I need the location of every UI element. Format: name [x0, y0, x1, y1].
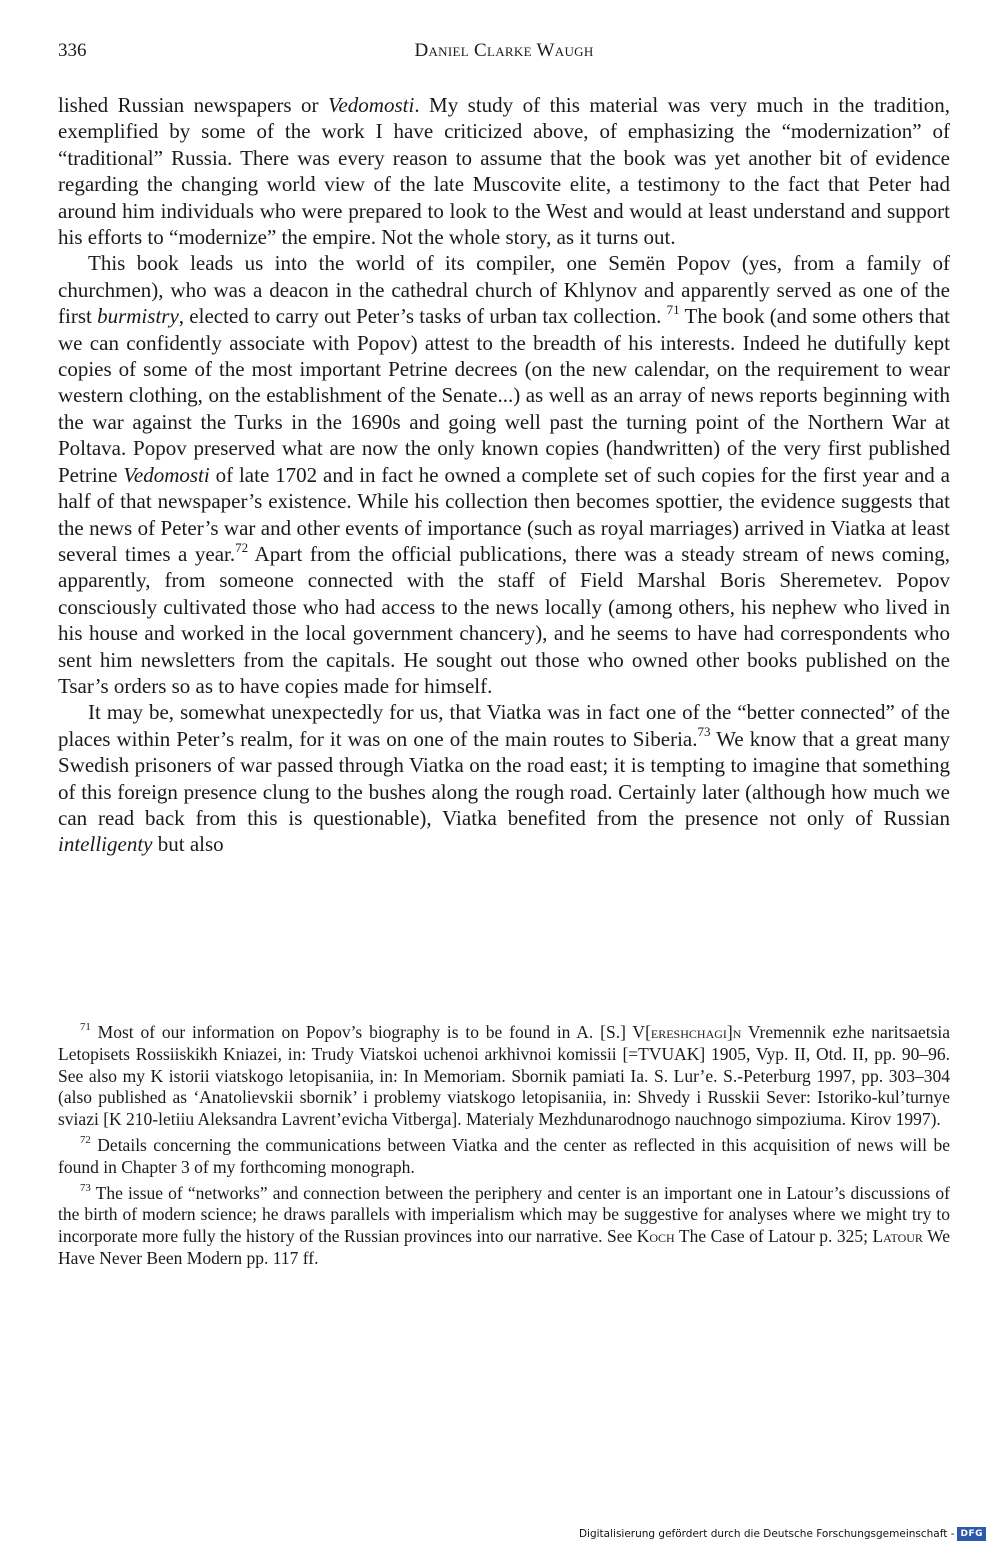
italic-term: Vedomosti — [327, 93, 415, 117]
footnote-71: $^{71}$ Most of our information on Popov’s biography is to be found in A. [S.] V[ereshchagi]n Vremennik ezhe naritsaetsia Letopisets Rossiiskikh Kniazei, in: Trudy Viatskoi uchenoi arkhivnoi komissii [=TVUAK] 1905, Vyp. II, Otd. II, pp. 90–96. See also my K istorii viatskogo letopisaniia, in: In Memoriam. Sbornik pamiati Ia. S. Lur’e. S.-Peterburg 1997, pp. 303–304 (also published as ‘Anatolievskii sbornik’ i problemy viatskogo letopisaniia, in: Shvedy i Russkii Sever: Istoriko-kul’turnye sviazi [K 210-letiiu Aleksandra Lavrent’evicha Vitberga]. Materialy Mezhdunarodnogo nauchnogo simpoziuma. Kirov 1997). — [58, 1021, 951, 1130]
paragraph-3: It may be, somewhat unexpectedly for us, that Viatka was in fact one of the “better connected” of the places within Peter’s realm, for it was on one of the main routes to Siberia.$^{73}$ We know that a great many Swedish prisoners of war passed through Viatka on the road east; it is tempting to imagine that something of this foreign presence clung to the bushes along the rough road. Certainly later (although how much we can read back from this is questionable), Viatka benefited from the presence not only of Russian intelligenty but also — [58, 700, 950, 857]
footnote-ref-71[interactable]: 71 — [666, 301, 680, 317]
footnote-ref-72[interactable]: 72 — [235, 539, 249, 555]
body-text — [58, 92, 950, 858]
dfg-logo-icon: DFG — [957, 1527, 986, 1541]
italic-term: burmistry — [97, 304, 179, 329]
stamp-text: Digitalisierung gefördert durch die Deutsche Forschungsgemeinschaft - — [578, 1528, 955, 1540]
footnotes — [58, 1022, 950, 1274]
footnote-72: $^{72}$ Details concerning the communications between Viatka and the center as reflected in this acquisition of news will be found in Chapter 3 of my forthcoming monograph. — [58, 1134, 950, 1177]
footnote-number: 73 — [80, 1181, 91, 1194]
small-caps-text: [ereshchagi]n — [645, 1022, 742, 1042]
page-header — [58, 40, 950, 70]
paragraph-1: lished Russian newspapers or Vedomosti. My study of this material was very much in the tradition, exemplified by some of the work I have criticized above, of emphasizing the “modernization” of “traditional” Russia. There was every reason to assume that the book was yet another bit of evidence regarding the changing world view of the late Muscovite elite, a testimony to the fact that Peter had around him individuals who were prepared to look to the West and would at least understand and support his efforts to “modernize” the empire. Not the whole story, as it turns out. — [58, 93, 950, 250]
footnote-number: 71 — [80, 1021, 91, 1034]
page-number: 336 — [58, 40, 87, 61]
italic-term: intelligenty — [58, 832, 153, 857]
small-caps-author: Latour — [872, 1226, 923, 1247]
digitization-stamp — [579, 1527, 986, 1541]
paragraph-2: This book leads us into the world of its compiler, one Semën Popov (yes, from a family of churchmen), who was a deacon in the cathedral church of Khlynov and apparently served as one of the first burmistry, elected to carry out Peter’s tasks of urban tax collection. $^{71}$ The book (and some others that we can confidently associate with Popov) attest to the breadth of his interests. Indeed he dutifully kept copies of some of the most important Petrine decrees (on the new calendar, on the requirement to wear western clothing, on the establishment of the Senate...) as well as an array of news reports beginning with the war against the Turks in the 1690s and going well past the turning point of the Northern War at Poltava. Popov preserved what are now the only known copies (handwritten) of the very first published Petrine Vedomosti of late 1702 and in fact he owned a complete set of such copies for the first year and a half of that newspaper’s existence. While his collection then becomes spottier, the evidence suggests that the news of Peter’s war and other events of importance (such as royal marriages) arrived in Viatka at least several times a year.$^{72}$ Apart from the official publications, there was a steady stream of news coming, apparently, from someone connected with the staff of Field Marshal Boris Sheremetev. Popov consciously cultivated those who had access to the news locally (among others, his nephew who lived in his house and worked in the local government chancery), and he seems to have had correspondents who sent him newsletters from the capitals. He sought out those who owned other books published on the Tsar’s orders so as to have copies made for himself. — [58, 251, 951, 698]
italic-term: Vedomosti — [123, 462, 210, 487]
footnote-73: $^{73}$ The issue of “networks” and connection between the periphery and center is an important one in Latour’s discussions of the birth of modern science; he draws parallels with imperialism which may be suggestive for analyses where we might try to incorporate more fully the history of the Russian provinces into our narrative. See Koch The Case of Latour p. 325; Latour We Have Never Been Modern pp. 117 ff. — [58, 1181, 950, 1268]
footnote-ref-73[interactable]: 73 — [697, 724, 711, 740]
running-head: Daniel Clarke Waugh — [414, 40, 594, 61]
footnote-number: 72 — [80, 1134, 91, 1147]
small-caps-author: Koch — [636, 1226, 675, 1247]
